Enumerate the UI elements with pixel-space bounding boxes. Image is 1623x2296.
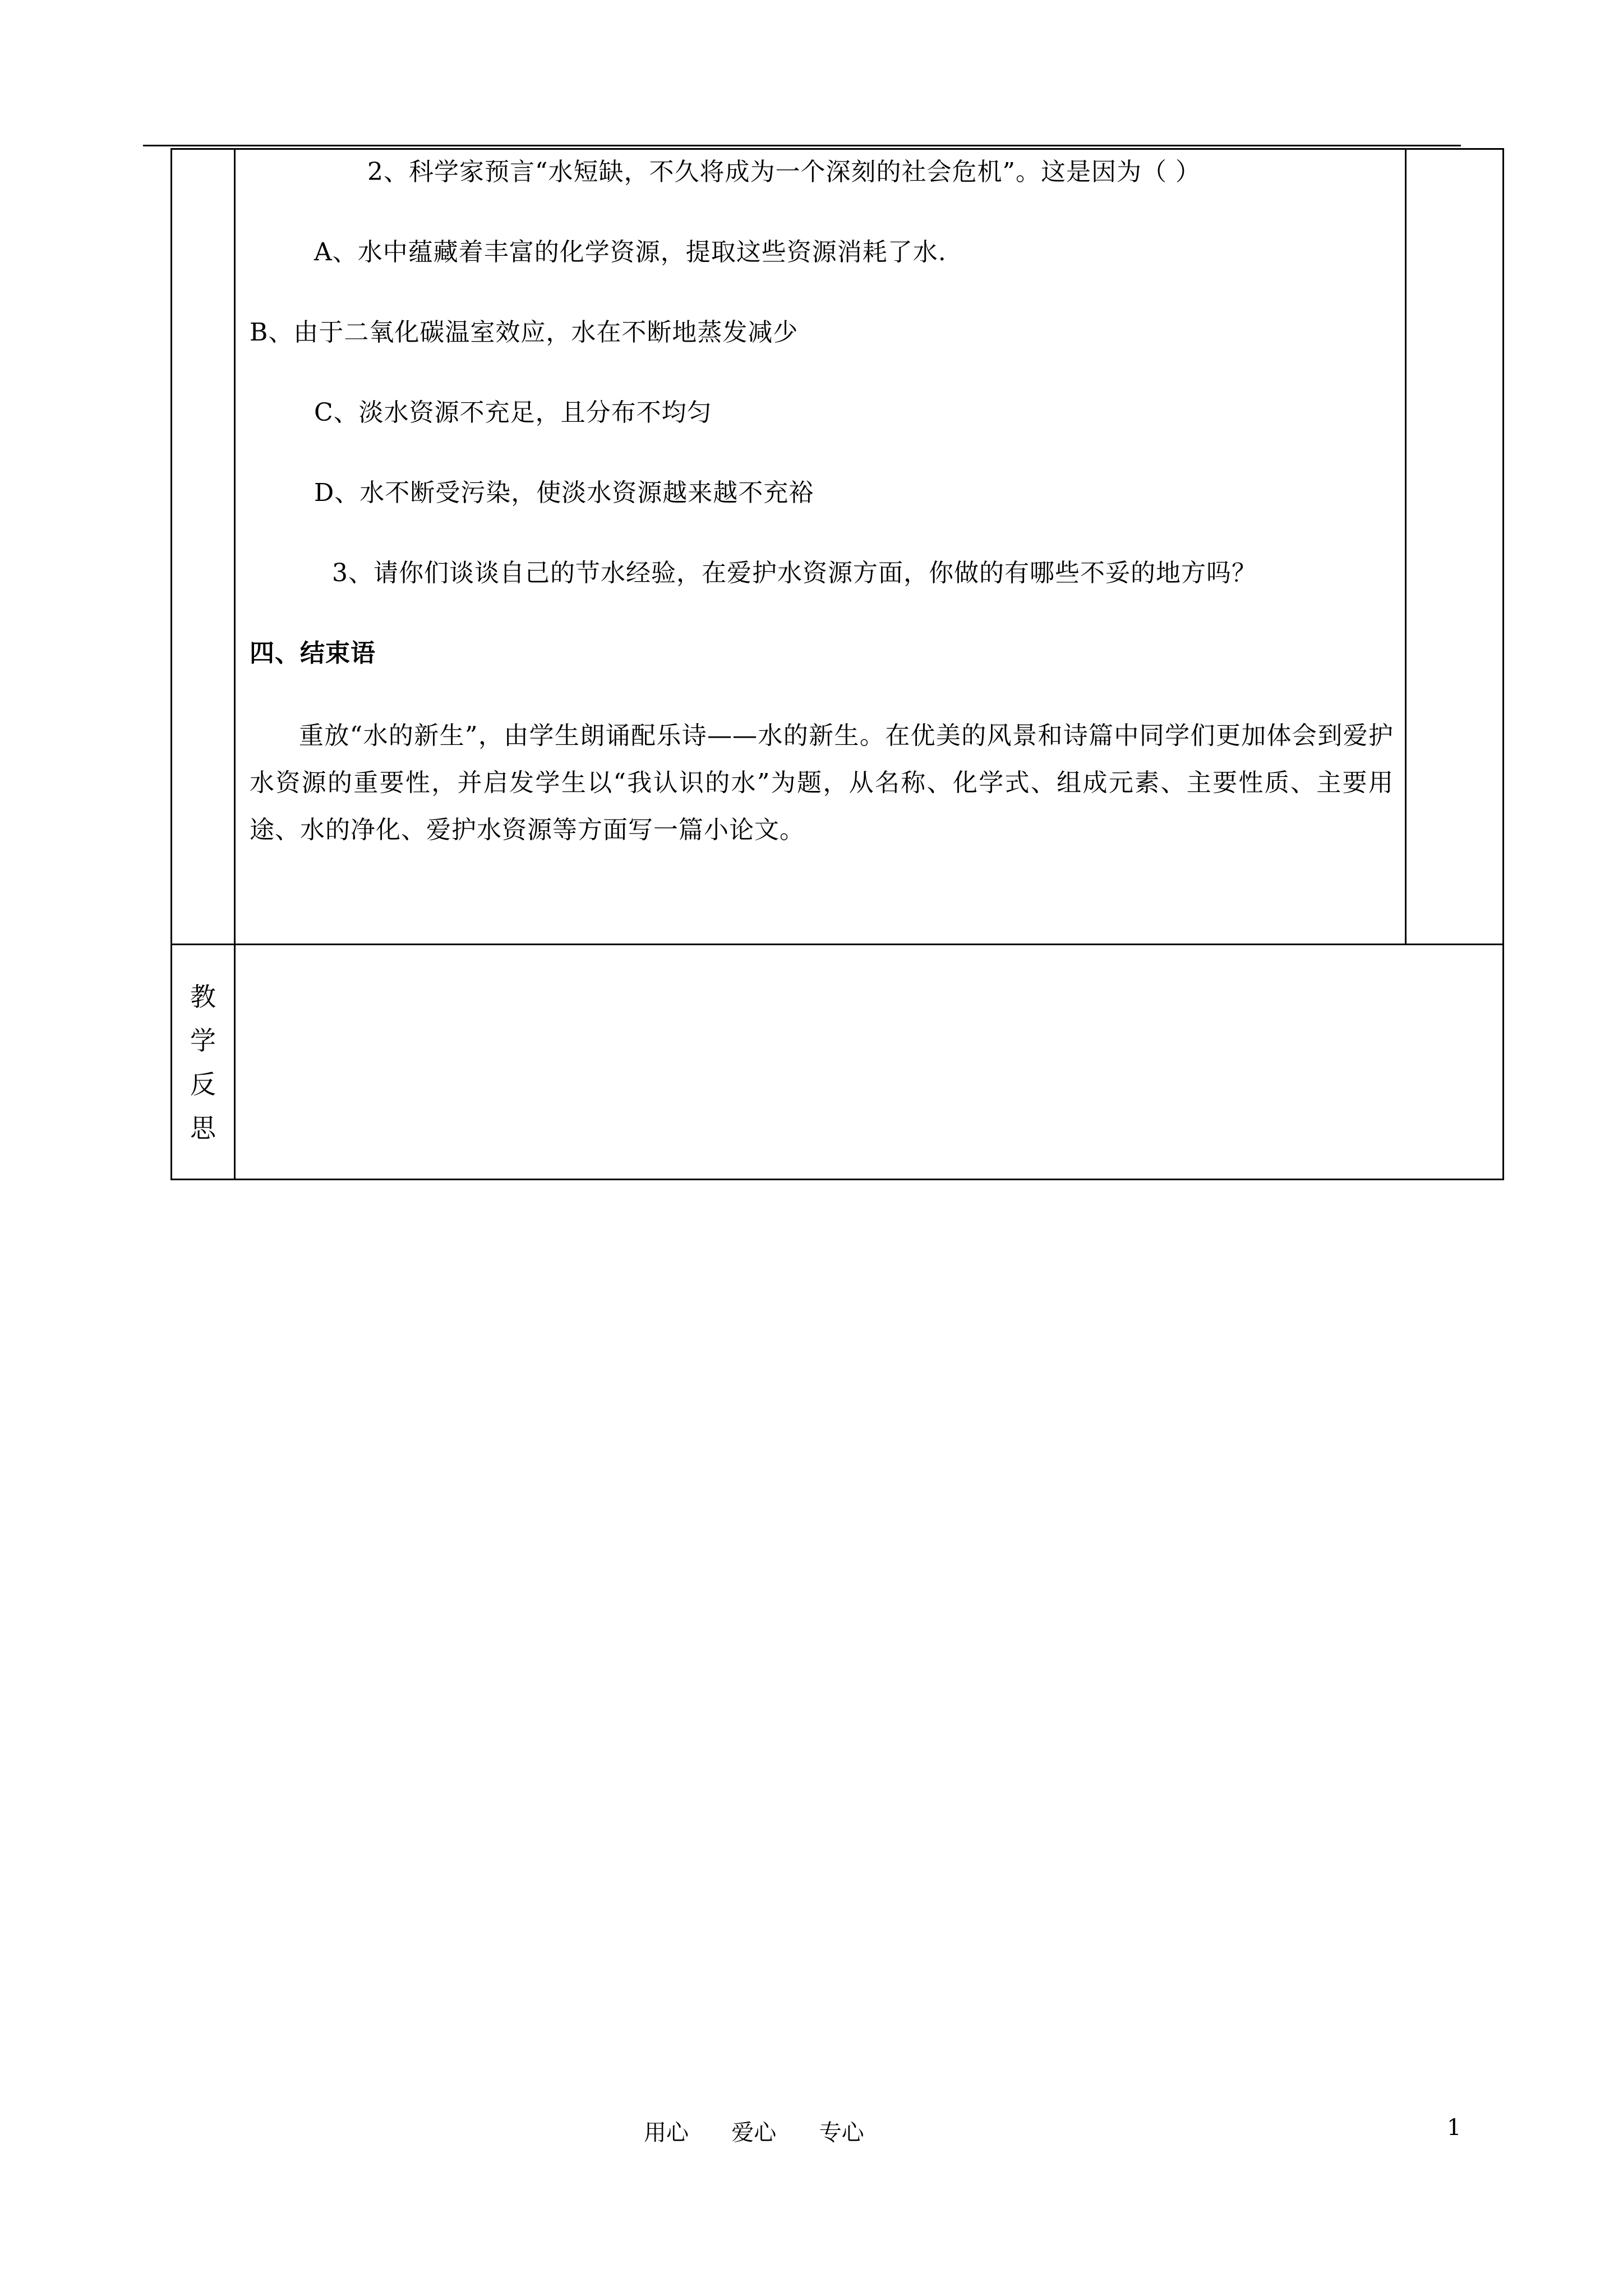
option-d: D、水不断受污染，使淡水资源越来越不充裕 [314, 478, 814, 507]
footer-motto: 用心 爱心 专心 [644, 2120, 864, 2146]
reflection-label-char: 学 [190, 1025, 216, 1056]
reflection-label-char: 思 [190, 1113, 216, 1143]
closing-paragraph-block [250, 712, 1394, 854]
question-3: 3、请你们谈谈自己的节水经验，在爱护水资源方面，你做的有哪些不妥的地方吗？ [332, 559, 1257, 587]
table-row-divider [170, 944, 1504, 945]
page-number: 1 [1447, 2115, 1461, 2141]
question-2: 2、科学家预言“水短缺，不久将成为一个深刻的社会危机”。这是因为（ ） [367, 158, 1201, 186]
option-a: A、水中蕴藏着丰富的化学资源，提取这些资源消耗了水. [314, 238, 947, 266]
table-divider-right [1405, 148, 1407, 945]
closing-paragraph: 重放“水的新生”，由学生朗诵配乐诗——水的新生。在优美的风景和诗篇中同学们更加体会到爱护水资源的重要性，并启发学生以“我认识的水”为题，从名称、化学式、组成元素、主要性质、主要用途、水的净化、爱护水资源等方面写一篇小论文。 [250, 721, 1394, 844]
reflection-label-char: 教 [190, 982, 216, 1012]
option-b: B、由于二氧化碳温室效应，水在不断地蒸发减少 [250, 318, 799, 347]
option-c: C、淡水资源不充足，且分布不均匀 [314, 398, 712, 427]
header-rule [143, 145, 1461, 146]
reflection-label-char: 反 [190, 1069, 216, 1099]
section-heading: 四、结束语 [250, 639, 376, 668]
reflection-label [170, 945, 236, 1180]
